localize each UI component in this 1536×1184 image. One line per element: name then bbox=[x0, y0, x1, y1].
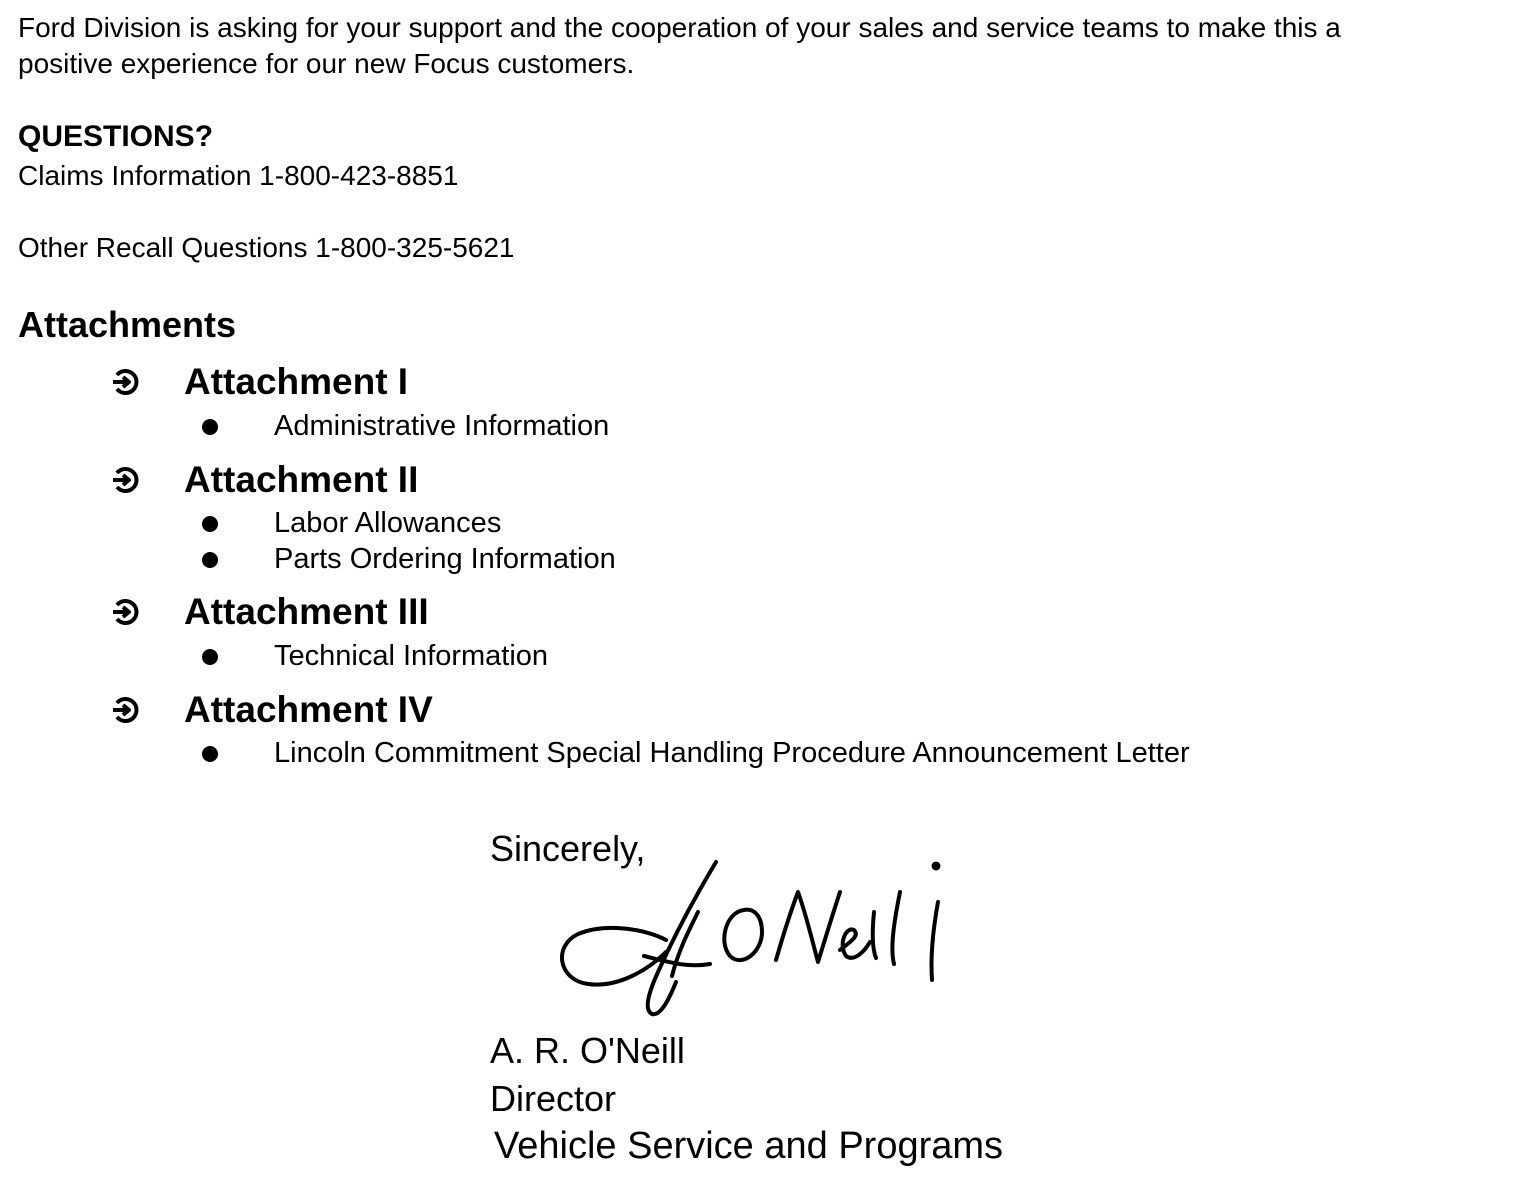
attachment-subitem: Parts Ordering Information bbox=[274, 543, 616, 575]
attachment-title: Attachment IV bbox=[184, 689, 433, 730]
questions-heading: QUESTIONS? bbox=[18, 120, 214, 153]
intro-line-2: positive experience for our new Focus customers. bbox=[18, 48, 635, 79]
other-recall-questions: Other Recall Questions 1-800-325-5621 bbox=[18, 232, 515, 263]
claims-information: Claims Information 1-800-423-8851 bbox=[18, 160, 459, 191]
arrow-right-circle-icon bbox=[110, 597, 140, 627]
attachment-title: Attachment II bbox=[184, 459, 419, 500]
attachments-heading: Attachments bbox=[18, 304, 237, 345]
attachment-subitem: Administrative Information bbox=[274, 410, 610, 442]
attachment-subitem: Lincoln Commitment Special Handling Procedure Announcement Letter bbox=[274, 737, 1190, 769]
signatory-department: Vehicle Service and Programs bbox=[494, 1125, 1004, 1167]
salutation: Sincerely, bbox=[490, 828, 646, 869]
bullet-icon bbox=[202, 419, 218, 435]
signatory-name: A. R. O'Neill bbox=[490, 1030, 685, 1071]
bullet-icon bbox=[202, 552, 218, 568]
attachment-title: Attachment I bbox=[184, 361, 409, 402]
attachment-title: Attachment III bbox=[184, 591, 429, 632]
attachment-subitem: Technical Information bbox=[274, 640, 549, 672]
arrow-right-circle-icon bbox=[110, 695, 140, 725]
bullet-icon bbox=[202, 746, 218, 762]
arrow-right-circle-icon bbox=[110, 367, 140, 397]
arrow-right-circle-icon bbox=[110, 465, 140, 495]
handwritten-signature bbox=[548, 852, 968, 1022]
bullet-icon bbox=[202, 649, 218, 665]
intro-line-1: Ford Division is asking for your support and the cooperation of your sales and service teams to make this a bbox=[18, 12, 1341, 43]
bullet-icon bbox=[202, 516, 218, 532]
signatory-position: Director bbox=[490, 1078, 617, 1119]
attachment-subitem: Labor Allowances bbox=[274, 507, 502, 539]
